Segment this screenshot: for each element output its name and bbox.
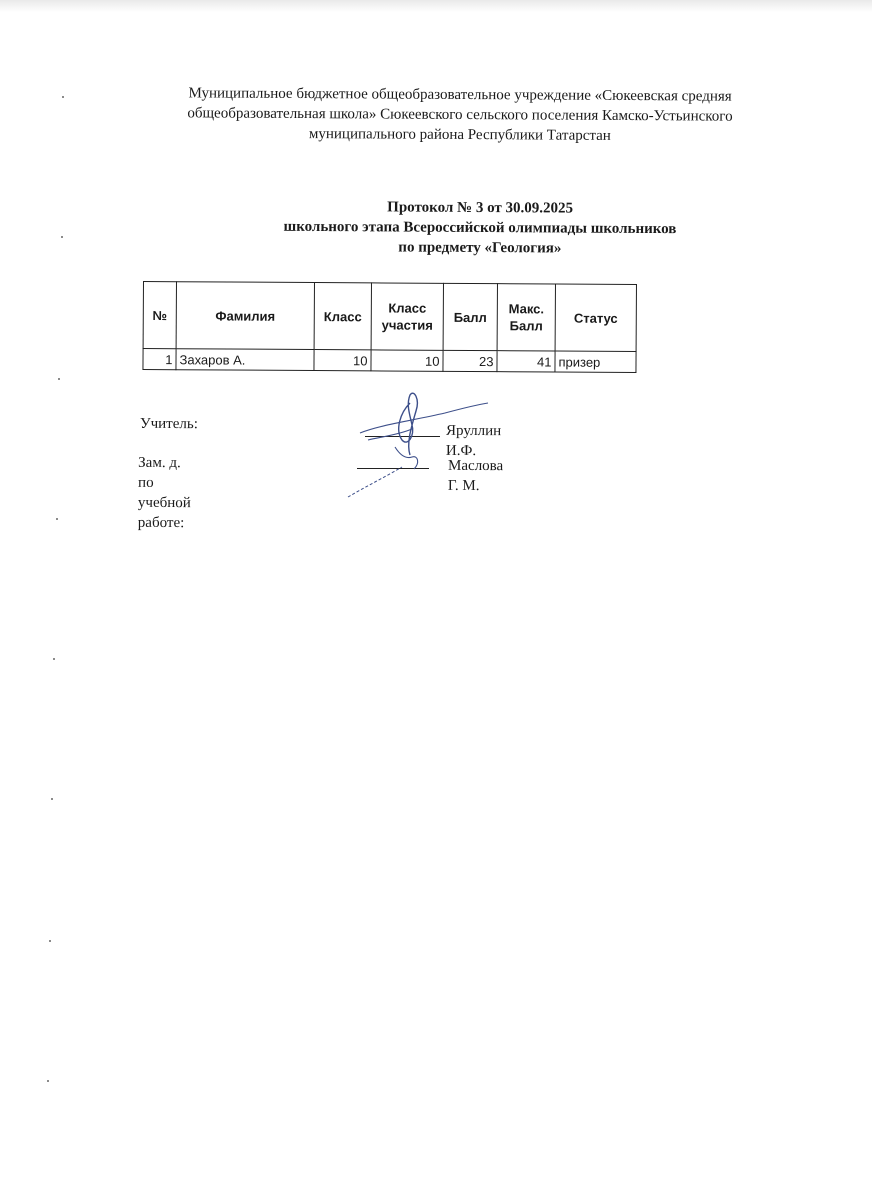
header-line: Муниципальное бюджетное общеобразовательное учреждение «Сюкеевская средняя [188, 85, 732, 105]
scan-mark [61, 236, 63, 238]
institution-header [150, 83, 770, 147]
header-line: муниципального района Республики Татарстан [308, 126, 611, 144]
header-line: общеобразовательная школа» Сюкеевского сельского поселения Камско-Устьинского [187, 105, 733, 125]
header-score: Балл [443, 283, 497, 350]
header-grade: Класс [314, 283, 371, 350]
header-grade-participation [371, 283, 443, 350]
handwritten-signature-icon [340, 385, 500, 505]
scan-top-edge [0, 0, 872, 12]
scan-mark [56, 518, 58, 520]
results-table [142, 281, 637, 373]
header-text: участия [381, 317, 433, 333]
cell-no: 1 [143, 349, 176, 370]
cell-max-score: 41 [497, 351, 555, 372]
header-text: Балл [509, 318, 543, 334]
header-text: Макс. [508, 301, 545, 317]
scan-mark [47, 1080, 49, 1082]
table-header-row [143, 282, 636, 352]
table-row [143, 349, 636, 373]
cell-score: 23 [443, 350, 497, 371]
title-line: Протокол № 3 от 30.09.2025 [387, 199, 574, 217]
title-line: по предмету «Геология» [398, 239, 562, 257]
cell-grade: 10 [314, 350, 371, 371]
scan-mark [58, 378, 60, 380]
header-no: № [143, 282, 176, 349]
header-text: Класс [388, 300, 427, 316]
scan-mark [49, 940, 51, 942]
deputy-label: Зам. д. по учебной работе: [137, 454, 191, 532]
cell-grade-participation: 10 [371, 350, 443, 371]
scan-mark [62, 96, 64, 98]
title-line: школьного этапа Всероссийской олимпиады школьников [283, 218, 677, 238]
header-max-score [497, 284, 555, 351]
scan-mark [51, 798, 53, 800]
header-surname: Фамилия [176, 282, 314, 350]
protocol-title [180, 196, 780, 260]
header-status: Статус [555, 284, 636, 351]
deputy-name: Маслова Г. М. [447, 457, 504, 495]
teacher-label: Учитель: [139, 415, 198, 433]
scan-mark [53, 658, 55, 660]
cell-status: призер [555, 351, 636, 372]
teacher-name: Яруллин И.Ф. [445, 422, 502, 460]
cell-surname: Захаров А. [176, 349, 314, 371]
